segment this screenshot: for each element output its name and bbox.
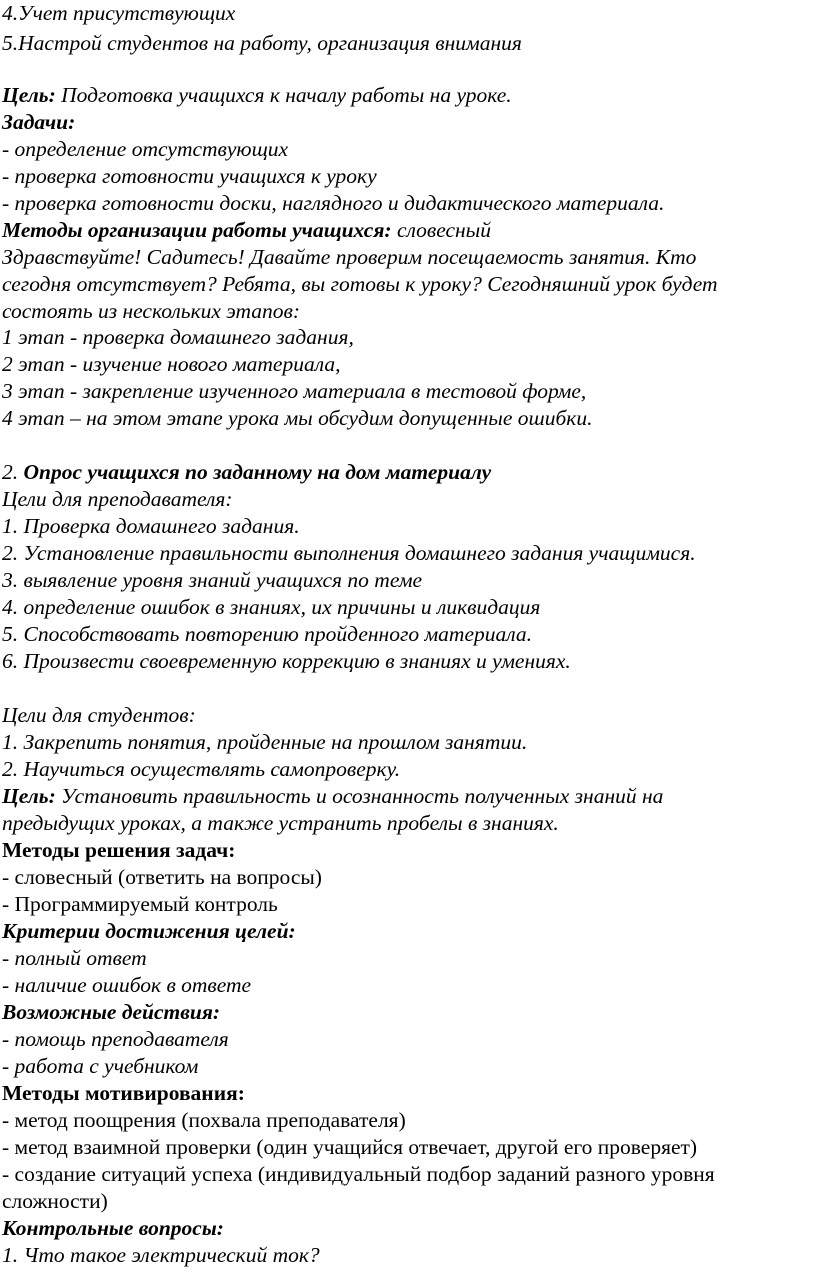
goal-text: Установить правильность и осознанность полученных знаний на	[55, 784, 664, 808]
stage-item: 3 этап - закрепление изученного материала в тестовой форме,	[2, 379, 587, 403]
criteria-item: - полный ответ	[2, 946, 147, 970]
motivation-item: - метод взаимной проверки (один учащийся отвечает, другой его проверяет)	[2, 1135, 698, 1159]
task-item: - определение отсутствующих	[2, 137, 289, 161]
intro-item: 5.Настрой студентов на работу, организация внимания	[2, 31, 522, 55]
stage-item: 1 этап - проверка домашнего задания,	[2, 325, 354, 349]
goal-label: Цель:	[2, 83, 56, 107]
goal-text: Подготовка учащихся к началу работы на уроке.	[55, 83, 512, 107]
motivation-item: сложности)	[2, 1189, 108, 1213]
teacher-goal-item: 4. определение ошибок в знаниях, их причины и ликвидация	[2, 595, 541, 619]
teacher-goal-item: 2. Установление правильности выполнения домашнего задания учащимися.	[2, 541, 696, 565]
teacher-goal-item: 1. Проверка домашнего задания.	[2, 514, 300, 538]
methods-org-line	[2, 217, 491, 243]
teacher-goals-heading: Цели для преподавателя:	[2, 487, 233, 511]
criteria-heading: Критерии достижения целей:	[2, 919, 296, 943]
methods-solve-item: - Программируемый контроль	[2, 892, 278, 916]
actions-item: - помощь преподавателя	[2, 1027, 229, 1051]
goal-label: Цель:	[2, 784, 56, 808]
criteria-item: - наличие ошибок в ответе	[2, 973, 252, 997]
teacher-goal-item: 5. Способствовать повторению пройденного материала.	[2, 622, 533, 646]
section-number: 2.	[2, 460, 24, 484]
task-item: - проверка готовности учащихся к уроку	[2, 164, 377, 188]
student-goals-heading: Цели для студентов:	[2, 703, 196, 727]
stage-item: 2 этап - изучение нового материала,	[2, 352, 341, 376]
tasks-heading: Задачи:	[2, 110, 76, 134]
actions-heading: Возможные действия:	[2, 1000, 221, 1024]
teacher-goal-item: 3. выявление уровня знаний учащихся по теме	[2, 568, 423, 592]
methods-org-label: Методы организации работы учащихся:	[2, 218, 392, 242]
intro-item: 4.Учет присутствующих	[2, 1, 236, 25]
goal-line	[2, 82, 512, 108]
stage-item: 4 этап – на этом этапе урока мы обсудим допущенные ошибки.	[2, 406, 593, 430]
actions-item: - работа с учебником	[2, 1054, 199, 1078]
student-goal-item: 1. Закрепить понятия, пройденные на прошлом занятии.	[2, 730, 528, 754]
section-heading	[2, 459, 491, 485]
motivation-item: - создание ситуаций успеха (индивидуальный подбор заданий разного уровня	[2, 1162, 715, 1186]
greeting-line: состоять из нескольких этапов:	[2, 299, 301, 323]
goal-line	[2, 783, 663, 809]
greeting-line: сегодня отсутствует? Ребята, вы готовы к уроку? Сегодняшний урок будет	[2, 272, 718, 296]
teacher-goal-item: 6. Произвести своевременную коррекцию в знаниях и умениях.	[2, 649, 571, 673]
control-heading: Контрольные вопросы:	[2, 1216, 224, 1240]
task-item: - проверка готовности доски, наглядного и дидактического материала.	[2, 191, 665, 215]
section-title: Опрос учащихся по заданному на дом материалу	[23, 460, 492, 484]
goal-continuation: предыдущих уроках, а также устранить пробелы в знаниях.	[2, 811, 559, 835]
motivation-item: - метод поощрения (похвала преподавателя)	[2, 1108, 406, 1132]
control-question: 1. Что такое электрический ток?	[2, 1243, 320, 1267]
motivation-heading: Методы мотивирования:	[2, 1081, 245, 1105]
methods-solve-heading: Методы решения задач:	[2, 838, 236, 862]
student-goal-item: 2. Научиться осуществлять самопроверку.	[2, 757, 401, 781]
methods-solve-item: - словесный (ответить на вопросы)	[2, 865, 322, 889]
methods-org-text: словесный	[391, 218, 491, 242]
greeting-line: Здравствуйте! Садитесь! Давайте проверим посещаемость занятия. Кто	[2, 245, 697, 269]
